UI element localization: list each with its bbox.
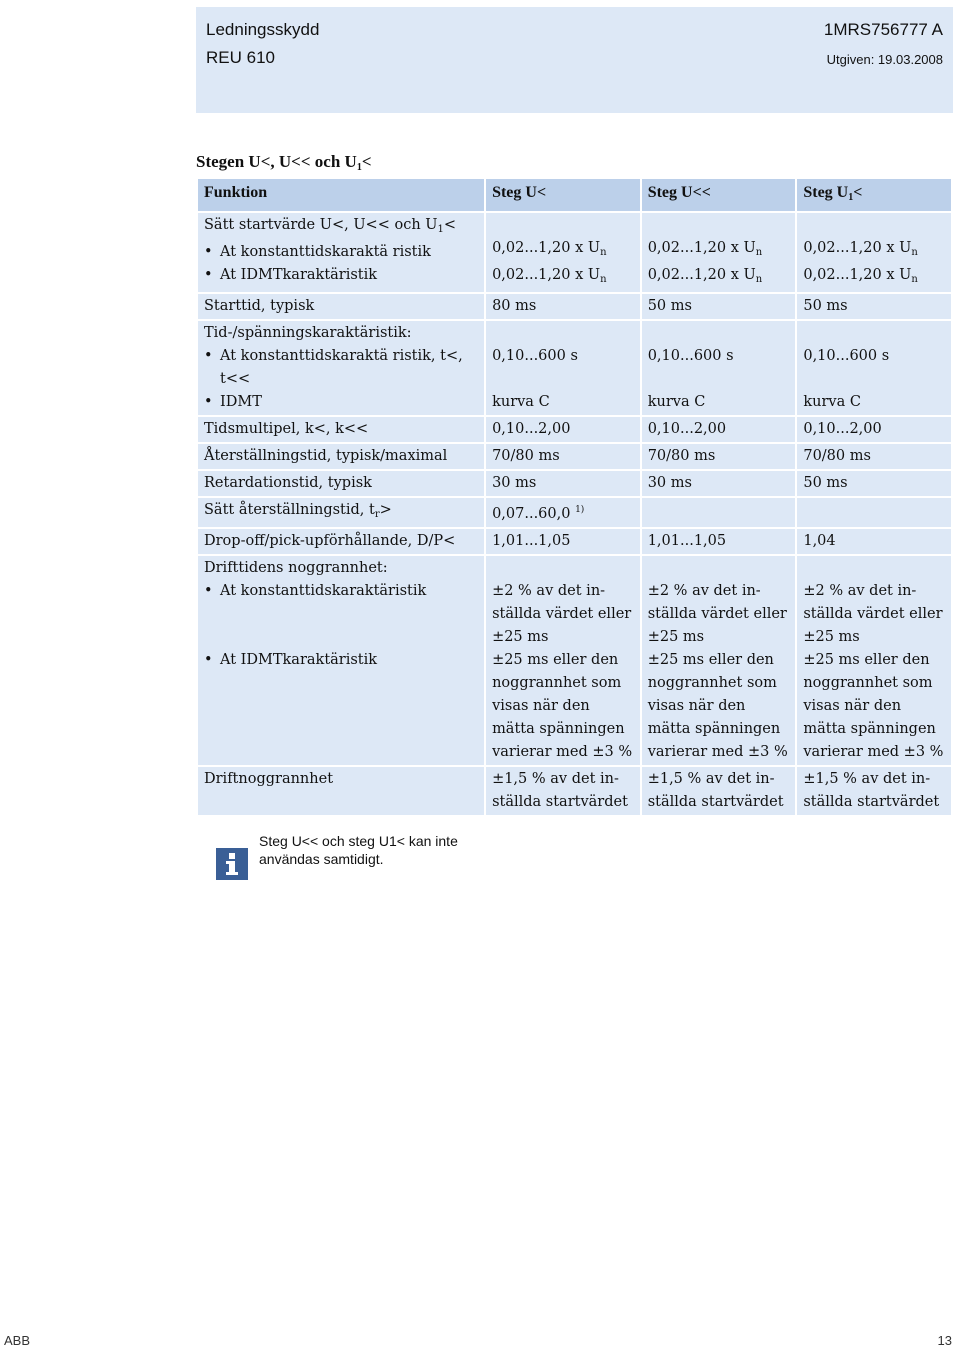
footer-page-number: 13 — [937, 1333, 952, 1348]
cell: 1,01...1,05 — [486, 529, 640, 554]
header-funktion: Funktion — [198, 179, 484, 211]
cell: 0,10...2,00 — [486, 417, 640, 442]
header-steg-u1-low: Steg $U_1<$ — [797, 179, 951, 211]
cell: 30 ms — [642, 471, 796, 496]
row-label: Återställningstid, typisk/maximal — [198, 444, 484, 469]
table-row — [198, 767, 951, 815]
table-row — [198, 321, 951, 415]
cell: 50 ms — [642, 294, 796, 319]
table-row — [198, 471, 951, 496]
footnote-ref: 1) — [575, 505, 585, 515]
row-label: Tid-/spänningskaraktäristik: • At konstanttidskaraktä ristik, t<, t<< • IDMT — [198, 321, 484, 415]
note-text: Steg U<< och steg U1< kan inte användas samtidigt. — [259, 833, 458, 867]
table-row — [198, 294, 951, 319]
header-product-name: REU 610 — [206, 48, 275, 67]
cell: 0,10...2,00 — [642, 417, 796, 442]
row-label: Sätt startvärde U<, U<< och $U_1<$ • At konstanttidskaraktä ristik • At IDMTkaraktäristik — [198, 213, 484, 292]
cell: 70/80 ms — [797, 444, 951, 469]
bullet-item: • At IDMTkaraktäristik — [204, 649, 478, 672]
cell: ±1,5 % av det in- ställda startvärdet — [642, 767, 796, 815]
bullet-item: • IDMT — [204, 391, 478, 414]
cell: 70/80 ms — [486, 444, 640, 469]
cell: 1,01...1,05 — [642, 529, 796, 554]
bullet-item: • At konstanttidskaraktäristik — [204, 580, 478, 603]
cell: 0,02...1,20 x $U_n$ 0,02...1,20 x $U_n$ — [486, 213, 640, 292]
header-steg-u-low: Steg U< — [486, 179, 640, 211]
row-label: Drop-off/pick-upförhållande, D/P< — [198, 529, 484, 554]
header-issue-date: Utgiven: 19.03.2008 — [826, 52, 943, 67]
cell: ±1,5 % av det in- ställda startvärdet — [797, 767, 951, 815]
row-label: Tidsmultipel, k<, k<< — [198, 417, 484, 442]
section-title: Stegen U<, U<< och $U_1<$ — [196, 152, 372, 173]
cell: ±2 % av det in- ställda värdet eller ±25 ms ±25 ms eller den noggrannhet som visas när den mätta spänningen varierar med ±3 % — [797, 556, 951, 765]
cell: 0,10...600 s kurva C — [642, 321, 796, 415]
row-label: Retardationstid, typisk — [198, 471, 484, 496]
table-row — [198, 529, 951, 554]
row-label: Starttid, typisk — [198, 294, 484, 319]
cell: 0,02...1,20 x $U_n$ 0,02...1,20 x $U_n$ — [797, 213, 951, 292]
row-label: Sätt återställningstid, $t_r>$ — [198, 498, 484, 527]
page-header — [196, 7, 953, 113]
header-steg-u-low-low: Steg U<< — [642, 179, 796, 211]
row-label: Driftnoggrannhet — [198, 767, 484, 815]
cell — [797, 498, 951, 527]
cell: ±2 % av det in- ställda värdet eller ±25 ms ±25 ms eller den noggrannhet som visas när den mätta spänningen varierar med ±3 % — [642, 556, 796, 765]
cell: 0,10...600 s kurva C — [797, 321, 951, 415]
table-row — [198, 444, 951, 469]
table-header-row — [198, 179, 951, 211]
table-row — [198, 213, 951, 292]
info-icon — [216, 848, 248, 880]
cell: 50 ms — [797, 471, 951, 496]
cell: 80 ms — [486, 294, 640, 319]
cell: 30 ms — [486, 471, 640, 496]
bullet-item: • At konstanttidskaraktä ristik — [204, 241, 478, 264]
footer-brand: ABB — [4, 1333, 31, 1348]
cell: 1,04 — [797, 529, 951, 554]
table-row — [198, 417, 951, 442]
spec-table — [196, 177, 953, 817]
cell: ±1,5 % av det in- ställda startvärdet — [486, 767, 640, 815]
cell: ±2 % av det in- ställda värdet eller ±25 ms ±25 ms eller den noggrannhet som visas när den mätta spänningen varierar med ±3 % — [486, 556, 640, 765]
cell: 0,02...1,20 x $U_n$ 0,02...1,20 x $U_n$ — [642, 213, 796, 292]
cell: 0,10...600 s kurva C — [486, 321, 640, 415]
cell: 0,10...2,00 — [797, 417, 951, 442]
cell — [642, 498, 796, 527]
cell: 0,07...60,0 $^{1)}$ — [486, 498, 640, 527]
bullet-item: • At IDMTkaraktäristik — [204, 264, 478, 287]
cell: 70/80 ms — [642, 444, 796, 469]
header-product-category: Ledningsskydd — [206, 20, 320, 39]
cell: 50 ms — [797, 294, 951, 319]
table-row — [198, 498, 951, 527]
table-row — [198, 556, 951, 765]
bullet-item: • At konstanttidskaraktä ristik, t<, t<< — [204, 345, 478, 391]
row-label: Drifttidens noggrannhet: • At konstanttidskaraktäristik • At IDMTkaraktäristik — [198, 556, 484, 765]
header-doc-id: 1MRS756777 A — [823, 20, 943, 39]
